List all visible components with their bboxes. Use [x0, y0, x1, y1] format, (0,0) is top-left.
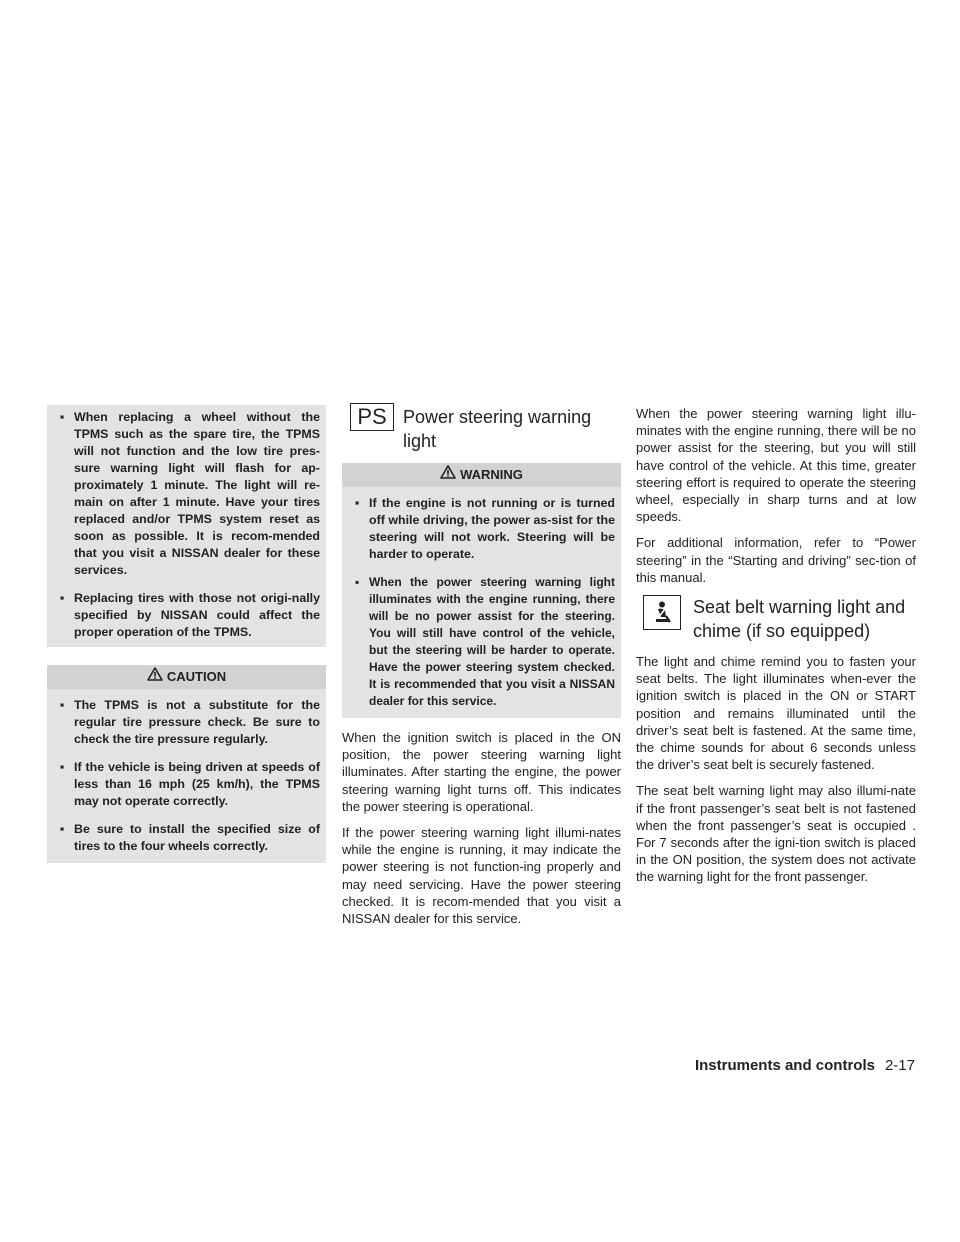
- middle-column: [342, 405, 621, 936]
- section-heading-power-steering: [342, 405, 621, 453]
- paragraph: When the power steering warning light illu-minates with the engine running, there will be no power assist for the steering, but you will still have control of the vehicle. At this time, greater steering effort is required to operate the steering wheel, especially in sharp turns and at low speeds.: [636, 406, 916, 525]
- section-heading-seat-belt: [636, 595, 916, 643]
- page-footer: [695, 1057, 915, 1074]
- warning-heading: WARNING: [342, 463, 621, 487]
- left-column: [47, 405, 326, 863]
- paragraph: If the power steering warning light illumi-nates while the engine is running, it may indicate the power steering is not function-ing properly and may need servicing. Have the power steering checked. It is recom-mended that you visit a NISSAN dealer for this service.: [342, 825, 621, 927]
- right-column: [636, 405, 916, 895]
- section-title: Power steering warning light: [403, 407, 592, 451]
- page-number: 2-17: [884, 1057, 915, 1074]
- paragraph: The seat belt warning light may also illumi-nate if the front passenger’s seat belt is not fastened when the front passenger’s seat is occupied . For 7 seconds after the igni-tion switch is placed in the ON position, the system does not activate the warning light for the front passenger.: [636, 783, 916, 885]
- caution-box: [47, 665, 326, 863]
- warning-box: [342, 463, 621, 718]
- warning-body: [342, 487, 621, 718]
- section-title: Seat belt warning light and chime (if so equipped): [693, 597, 906, 642]
- list-item: ▪ When replacing a wheel without the TPMS such as the spare tire, the TPMS will not function and the low tire pres-sure warning light will flash for ap-proximately 1 minute. The light will re-main on after 1 minute. Have your tires replaced and/or TPMS system reset as soon as possible. It is recom-mended that you visit a NISSAN dealer for these services.: [60, 410, 320, 577]
- paragraph: When the ignition switch is placed in the ON position, the power steering warning light illuminates. After starting the engine, the power steering warning light turns off. This indicates the power steering is operational.: [342, 730, 621, 814]
- tpms-notes-box: [47, 405, 326, 647]
- footer-section-title: Instruments and controls: [694, 1057, 875, 1074]
- list-item: ▪ If the engine is not running or is turned off while driving, the power as-sist for the steering will not work. Steering will be harder to operate.: [355, 496, 615, 561]
- warning-triangle-icon: [440, 463, 456, 487]
- list-item: ▪ When the power steering warning light illuminates with the engine running, there will be no power assist for the steering. You will still have control of the vehicle, but the steering will be harder to operate. Have the power steering system checked. It is recommended that you visit a NISSAN dealer for this service.: [355, 575, 615, 708]
- paragraph: The light and chime remind you to fasten your seat belts. The light illuminates when-ever the ignition switch is placed in the ON or START position and remains illuminated until the driver’s seat belt is fastened. At the same time, the chime sounds for about 6 seconds unless the driver’s seat belt is securely fastened.: [636, 654, 916, 773]
- list-item: ▪ Replacing tires with those not origi-nally specified by NISSAN could affect the proper operation of the TPMS.: [60, 591, 320, 639]
- list-item: ▪ The TPMS is not a substitute for the regular tire pressure check. Be sure to check the tire pressure regularly.: [60, 698, 320, 746]
- caution-body: [47, 689, 326, 863]
- paragraph: For additional information, refer to “Power steering” in the “Starting and driving” sec-tion of this manual.: [636, 535, 916, 585]
- list-item: ▪ Be sure to install the specified size of tires to the four wheels correctly.: [60, 822, 320, 853]
- seat-belt-icon: [643, 595, 681, 630]
- list-item: ▪ If the vehicle is being driven at speeds of less than 16 mph (25 km/h), the TPMS may not operate correctly.: [60, 760, 320, 808]
- caution-heading: CAUTION: [47, 665, 326, 689]
- power-steering-icon: PS: [350, 403, 394, 431]
- warning-triangle-icon: [147, 665, 163, 689]
